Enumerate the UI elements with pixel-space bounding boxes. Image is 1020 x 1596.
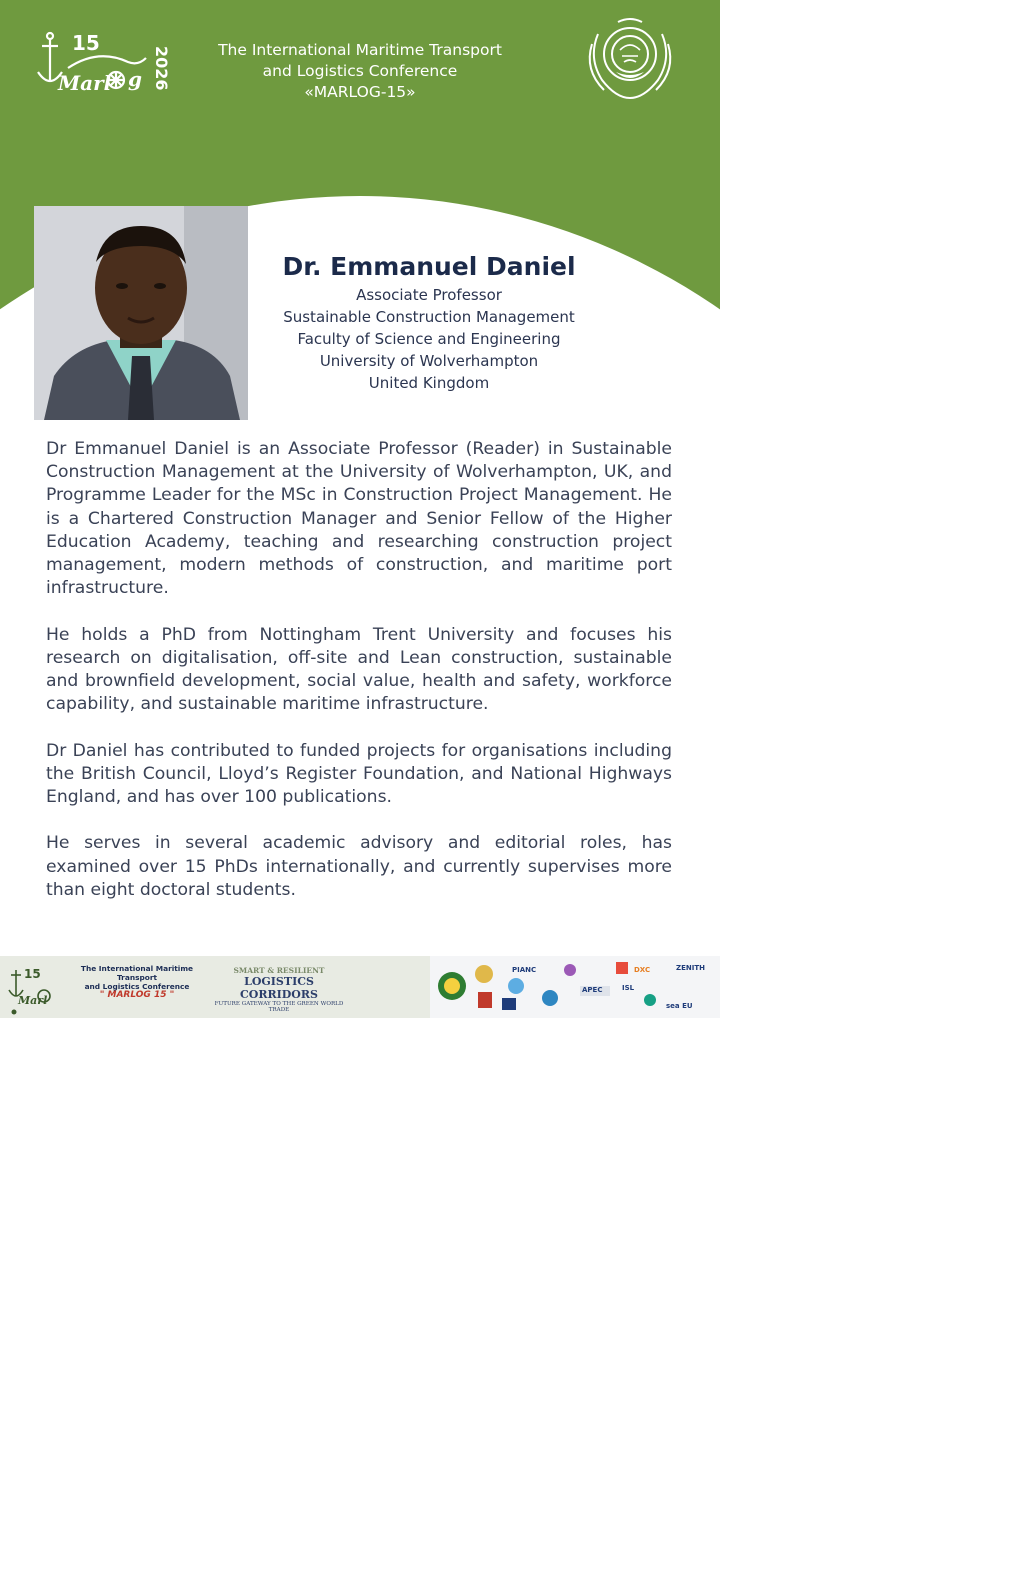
speaker-biography [46, 438, 672, 925]
partner-apec: APEC [582, 986, 603, 994]
partner-isl: ISL [622, 984, 635, 992]
footer-conf-line: and Logistics Conference [84, 982, 190, 991]
partner-sea-eu: sea EU [666, 1002, 693, 1010]
bio-paragraph: He serves in several academic advisory and editorial roles, has examined over 15 PhDs internationally, and currently supervises more than eight doctoral students. [46, 833, 672, 900]
speaker-country: United Kingdom [368, 374, 490, 392]
partner-logos [430, 956, 720, 1018]
speaker-photo [34, 206, 248, 420]
svg-text:Marl: Marl [58, 71, 112, 95]
svg-text:Marl: Marl [18, 994, 48, 1007]
theme-line-2: LOGISTICS CORRIDORS [240, 975, 318, 1001]
speaker-info [250, 284, 608, 394]
footer-marlog-label: " MARLOG 15 " [99, 990, 175, 1000]
svg-text:15: 15 [24, 967, 41, 981]
speaker-position: Associate Professor [356, 286, 502, 304]
marlog-footer-logo-icon [4, 962, 70, 1016]
speaker-name: Dr. Emmanuel Daniel [282, 252, 576, 281]
footer-theme [204, 966, 354, 1013]
partner-pianc: PIANC [512, 966, 537, 974]
conference-title-line: The International Maritime Transport [218, 41, 502, 59]
speaker-department: Sustainable Construction Management [283, 308, 575, 326]
partner-zenith: ZENITH [676, 964, 705, 972]
arab-academy-seal-icon [580, 14, 680, 108]
bio-paragraph: He holds a PhD from Nottingham Trent University and focuses his research on digitalisation, off-site and Lean construction, sustainable and brownfield development, social value, health and safety, workforce capability, and sustainable maritime infrastructure. [46, 624, 672, 715]
conference-title [200, 40, 520, 103]
footer-conf-line: The International Maritime Transport [80, 964, 194, 982]
svg-text:2026: 2026 [152, 46, 171, 91]
speaker-portrait-icon [34, 206, 248, 420]
footer-banner [0, 956, 720, 1018]
theme-line-1: SMART & RESILIENT [233, 966, 325, 975]
conference-title-line: and Logistics Conference [262, 62, 458, 80]
theme-line-3: FUTURE GATEWAY TO THE GREEN WORLD TRADE [214, 1001, 344, 1013]
svg-text:15: 15 [72, 31, 100, 55]
speaker-faculty: Faculty of Science and Engineering [297, 330, 561, 348]
conference-title-line: «MARLOG-15» [304, 83, 416, 101]
bio-paragraph: Dr Emmanuel Daniel is an Associate Professor (Reader) in Sustainable Construction Management at the University of Wolverhampton, UK, and Programme Leader for the MSc in Construction Project Management. He is a Chartered Construction Manager and Senior Fellow of the Higher Education Academy, teaching and researching construction project management, modern methods of construction, and maritime port infrastructure. [46, 439, 672, 599]
svg-text:g: g [128, 67, 142, 91]
partner-dxc: DXC [634, 966, 651, 974]
marlog-15-logo-icon [28, 28, 171, 100]
speaker-university: University of Wolverhampton [319, 352, 539, 370]
footer-conference-name [72, 964, 202, 1000]
bio-paragraph: Dr Daniel has contributed to funded projects for organisations including the British Council, Lloyd’s Register Foundation, and National Highways England, and has over 100 publications. [46, 740, 672, 808]
